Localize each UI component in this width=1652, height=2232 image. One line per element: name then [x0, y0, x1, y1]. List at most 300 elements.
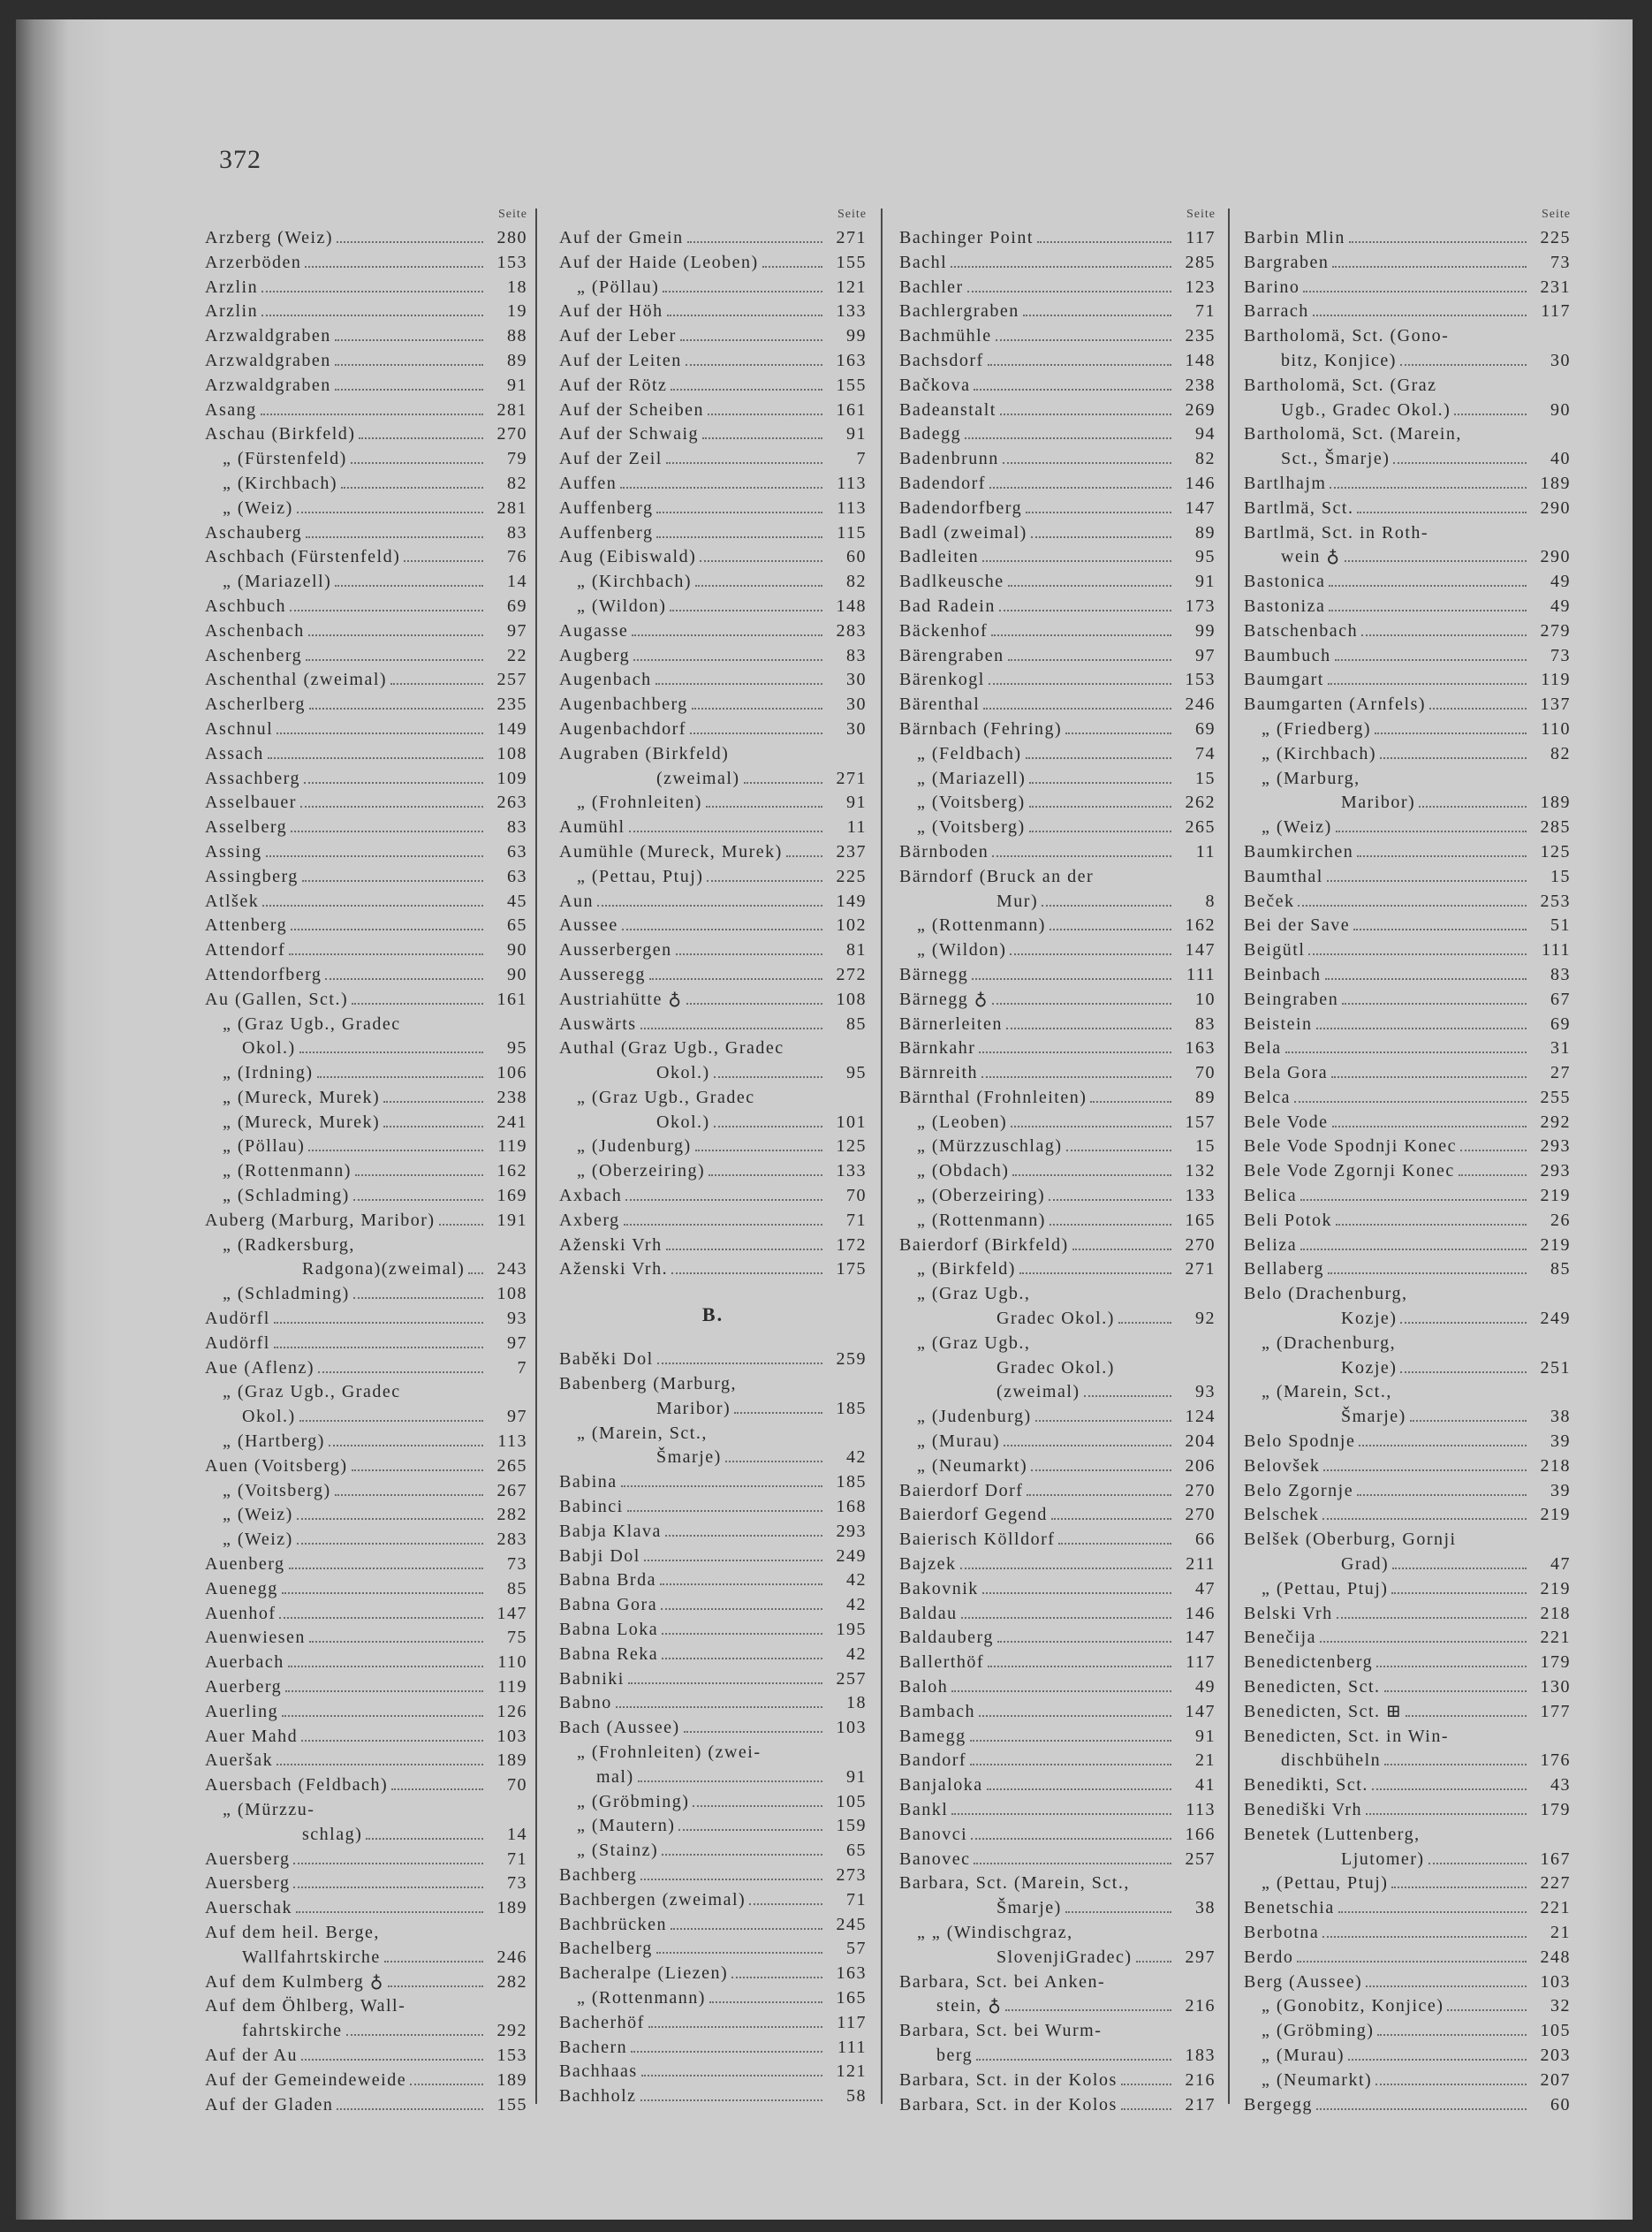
page-reference: 40 [1550, 449, 1571, 469]
dot-leader [1005, 2009, 1171, 2011]
dot-leader [1384, 1764, 1527, 1765]
place-name: Arzwaldgraben [205, 375, 331, 395]
index-entry [899, 840, 1216, 865]
dot-leader [1118, 1322, 1171, 1324]
page-reference: 148 [836, 596, 867, 616]
index-entry [1244, 1036, 1571, 1061]
index-entry [1244, 1749, 1571, 1773]
place-name: Aueršak [205, 1750, 274, 1771]
place-name: Auf der Au [205, 2045, 298, 2065]
place-name: „ (Pettau, Ptuj) [1262, 1578, 1389, 1598]
index-entry [899, 2093, 1216, 2118]
place-name: Badendorfberg [899, 497, 1023, 518]
dot-leader [632, 634, 822, 636]
page-reference: 165 [836, 1987, 867, 2008]
dot-leader [261, 315, 483, 316]
dot-leader [1419, 806, 1527, 808]
page-reference: 146 [1185, 473, 1216, 493]
index-entry [205, 767, 527, 792]
page-reference: 81 [846, 940, 867, 960]
dot-leader [1008, 585, 1171, 587]
index-entry-continuation [1244, 1725, 1571, 1750]
page-reference: 281 [496, 497, 527, 518]
page-reference: 83 [1195, 1014, 1216, 1034]
place-name: Banjaloka [899, 1775, 983, 1795]
dot-leader [1026, 757, 1171, 759]
place-name: Attendorfberg [205, 964, 322, 984]
place-name: Assing [205, 841, 262, 862]
dot-leader [261, 414, 483, 415]
page-reference: 65 [507, 915, 527, 936]
page-reference: 293 [1540, 1136, 1571, 1157]
index-entry [559, 2011, 867, 2036]
place-name: Bachbergen (zweimal) [559, 1889, 746, 1909]
place-name: Auer Mahd [205, 1726, 299, 1746]
dot-leader [970, 1764, 1171, 1765]
dot-leader [1391, 1592, 1527, 1594]
place-name: Bartholomä, Sct. (Graz [1244, 375, 1437, 395]
place-name: Beistein [1244, 1014, 1313, 1034]
place-name: „ (Schladming) [223, 1284, 350, 1304]
place-name: Babinci [559, 1497, 624, 1517]
dot-leader [649, 978, 822, 980]
place-name: berg [936, 2045, 974, 2065]
index-entry [899, 914, 1216, 938]
index-entry [559, 324, 867, 349]
place-name: Beingraben [1244, 989, 1339, 1009]
page-reference: 111 [1541, 940, 1571, 960]
dot-leader [709, 2001, 822, 2003]
index-entry [205, 1061, 527, 1086]
place-name: Auf der Leber [559, 326, 677, 346]
place-name: fahrtskirche [242, 2021, 343, 2041]
page-reference: 119 [497, 1677, 527, 1697]
place-name: Beigütl [1244, 940, 1306, 960]
dot-leader [1331, 1076, 1527, 1078]
index-entry [1244, 1430, 1571, 1454]
index-entry [899, 1036, 1216, 1061]
dot-leader [1023, 315, 1171, 316]
dot-leader [1357, 1494, 1527, 1496]
index-entry-continuation [899, 2019, 1216, 2044]
dot-leader [293, 1887, 483, 1888]
dot-leader [1366, 1985, 1527, 1987]
index-entry [899, 1209, 1216, 1234]
index-entry [899, 1479, 1216, 1504]
page-reference: 97 [1195, 645, 1216, 665]
place-name: „ (Voitsberg) [917, 793, 1026, 813]
page-reference: 219 [1540, 1234, 1571, 1255]
page-reference: 161 [836, 399, 867, 420]
index-entry [1244, 988, 1571, 1013]
page-reference: 113 [837, 497, 867, 518]
dot-leader [1050, 1224, 1171, 1226]
dot-leader [706, 806, 822, 808]
page-reference: 30 [1550, 350, 1571, 370]
place-name: Bacherhöf [559, 2012, 645, 2032]
dot-leader [291, 831, 483, 832]
page-reference: 85 [1550, 1259, 1571, 1279]
dot-leader [1027, 1494, 1171, 1496]
index-entry [899, 1380, 1216, 1405]
dot-leader [633, 659, 822, 661]
index-entry [1244, 1013, 1571, 1037]
page-reference: 262 [1185, 793, 1216, 813]
page-reference: 108 [496, 743, 527, 763]
place-name: Benedicten, Sct. in Win- [1244, 1726, 1450, 1746]
dot-leader [304, 782, 483, 784]
page-reference: 155 [496, 2094, 527, 2114]
dot-leader [1376, 1666, 1527, 1667]
dot-leader [1338, 1911, 1527, 1913]
place-name: Aug (Eibiswald) [559, 547, 697, 567]
page-reference: 82 [846, 572, 867, 592]
place-name: Maribor) [1341, 793, 1416, 813]
place-name: Benetschia [1244, 1898, 1335, 1918]
page-reference: 281 [496, 399, 527, 420]
index-entry [1244, 1405, 1571, 1430]
index-entry [1244, 276, 1571, 300]
dot-leader [974, 389, 1171, 391]
dot-leader [971, 1838, 1171, 1840]
page-reference: 18 [846, 1693, 867, 1713]
page-reference: 8 [1205, 891, 1216, 911]
index-entry [205, 1871, 527, 1896]
place-name: Audörfl [205, 1309, 270, 1329]
index-entry [1244, 1848, 1571, 1872]
page-reference: 153 [1185, 670, 1216, 690]
dot-leader [1460, 1150, 1527, 1151]
dot-leader [1322, 1518, 1527, 1520]
dot-leader [341, 487, 483, 489]
index-entry [899, 693, 1216, 717]
index-entry-continuation [1244, 1282, 1571, 1307]
index-entry-continuation [1244, 767, 1571, 792]
place-name: Bärnthal (Frohnleiten) [899, 1087, 1087, 1107]
place-name: Arzwaldgraben [205, 350, 331, 370]
place-name: Assingberg [205, 866, 299, 886]
index-entry [205, 1577, 527, 1602]
page-reference: 73 [1550, 252, 1571, 272]
page-reference: 91 [1195, 572, 1216, 592]
place-name: Auf der Rötz [559, 375, 668, 395]
page-reference: 148 [1185, 350, 1216, 370]
page-reference: 65 [846, 1841, 867, 1861]
dot-leader [1366, 1813, 1527, 1815]
place-name: „ (Leoben) [917, 1112, 1008, 1132]
place-name: Baběki Dol [559, 1349, 654, 1370]
index-entry [559, 2060, 867, 2084]
dot-leader [1375, 2084, 1527, 2085]
place-name: Assach [205, 743, 264, 763]
index-entry [1244, 399, 1571, 423]
index-entry [205, 1332, 527, 1356]
dot-leader [631, 2051, 822, 2053]
dot-leader [1454, 414, 1527, 415]
page-reference: 19 [507, 301, 527, 322]
place-name: Wallfahrtskirche [242, 1947, 381, 1967]
index-entry [1244, 1159, 1571, 1184]
place-name: Belo (Drachenburg, [1244, 1284, 1408, 1304]
page-reference: 235 [1185, 326, 1216, 346]
page-reference: 42 [846, 1570, 867, 1590]
place-name: Arzberg (Weiz) [205, 228, 334, 247]
place-name: Benediški Vrh [1244, 1800, 1363, 1819]
dot-leader [951, 1690, 1171, 1692]
index-entry [899, 374, 1216, 399]
dot-leader [960, 1568, 1171, 1569]
place-name: Augraben (Birkfeld) [559, 743, 730, 763]
dot-leader [274, 1322, 483, 1324]
page-reference: 108 [836, 989, 867, 1009]
place-name: Bastonica [1244, 572, 1326, 592]
place-name: Auf der Gemeindeweide [205, 2069, 407, 2090]
dot-leader [667, 315, 822, 316]
place-name: Baierdorf Gegend [899, 1505, 1048, 1525]
page-reference: 21 [1550, 1922, 1571, 1942]
page-reference: 27 [1550, 1063, 1571, 1083]
place-name: Kozje) [1341, 1357, 1398, 1378]
index-entry [899, 2069, 1216, 2093]
index-entry [1244, 1675, 1571, 1700]
place-name: Baierdorf Dorf [899, 1480, 1024, 1500]
page-reference: 91 [846, 424, 867, 444]
place-name: Sct., Šmarje) [1281, 449, 1391, 469]
place-name: Bartlmä, Sct. in Roth- [1244, 522, 1429, 543]
dot-leader [296, 1911, 483, 1913]
page-reference: 93 [1195, 1382, 1216, 1402]
page-reference: 285 [1185, 252, 1216, 272]
index-entry [1244, 1135, 1571, 1159]
place-name: „ (Weiz) [223, 497, 293, 518]
dot-leader [277, 733, 483, 734]
dot-leader [291, 929, 483, 930]
place-name: „ (Voitsberg) [223, 1480, 331, 1500]
place-name: „ (Mariazell) [917, 768, 1027, 788]
index-entry [899, 1307, 1216, 1332]
page-reference: 119 [1541, 670, 1571, 690]
index-entry [559, 1667, 867, 1692]
index-entry [559, 963, 867, 988]
dot-leader [714, 1126, 822, 1127]
page-reference: 168 [836, 1497, 867, 1517]
place-name: Bartlhajm [1244, 473, 1327, 493]
dot-leader [640, 1879, 822, 1880]
place-name: „ (Judenburg) [917, 1407, 1032, 1427]
index-entry-continuation [899, 1970, 1216, 1995]
index-entry [899, 1013, 1216, 1037]
place-name: Bartholomä, Sct. (Gono- [1244, 326, 1450, 346]
index-entry [205, 791, 527, 816]
index-column-1 [205, 203, 527, 2117]
dot-leader [1391, 1887, 1527, 1888]
place-name: „ (Drachenburg, [1262, 1332, 1397, 1353]
dot-leader [266, 855, 483, 857]
place-name: Baumgarten (Arnfels) [1244, 695, 1427, 715]
place-name: Badenbrunn [899, 449, 999, 469]
page-reference: 177 [1540, 1701, 1571, 1721]
place-name: Babna Loka [559, 1620, 659, 1640]
index-entry [1244, 1700, 1571, 1725]
dot-leader [383, 1101, 483, 1103]
page-reference: 117 [1186, 1652, 1216, 1673]
place-name: „ (Mürzzuschlag) [917, 1136, 1063, 1157]
place-name: Bärnreith [899, 1063, 979, 1083]
dot-leader [996, 339, 1171, 341]
index-entry [899, 545, 1216, 570]
page-reference: 30 [846, 670, 867, 690]
index-entry [559, 1962, 867, 1986]
index-entry [899, 276, 1216, 300]
place-name: Aženski Vrh [559, 1234, 663, 1255]
place-name: „ (Hartberg) [223, 1431, 325, 1452]
place-name: Bachler [899, 277, 964, 297]
page-reference: 85 [507, 1578, 527, 1598]
place-name: Grad) [1341, 1554, 1390, 1575]
place-name: Bachinger Point [899, 228, 1034, 247]
index-entry [899, 1234, 1216, 1258]
page-reference: 49 [1550, 572, 1571, 592]
dot-leader [638, 1780, 822, 1782]
index-entry [559, 545, 867, 570]
place-name: Benedictenberg [1244, 1652, 1374, 1673]
page-reference: 124 [1185, 1407, 1216, 1427]
index-entry-continuation [899, 1921, 1216, 1946]
index-entry [899, 717, 1216, 742]
index-entry [205, 963, 527, 988]
dot-leader [439, 1224, 483, 1226]
index-entry-continuation [1244, 1528, 1571, 1553]
page-reference: 91 [846, 1766, 867, 1787]
index-entry [559, 1545, 867, 1569]
dot-leader [662, 1658, 822, 1659]
dot-leader [708, 414, 822, 415]
index-entry [559, 767, 867, 792]
dot-leader [353, 1297, 483, 1299]
page-reference: 189 [1540, 793, 1571, 813]
dot-leader [337, 2108, 483, 2110]
dot-leader [1377, 2034, 1527, 2036]
page-reference: 253 [1540, 891, 1571, 911]
index-entry [205, 1773, 527, 1798]
page-reference: 102 [836, 915, 867, 936]
index-entry [899, 963, 1216, 988]
index-entry [1244, 1626, 1571, 1651]
page-column-header: Seite [498, 208, 527, 221]
index-entry [1244, 570, 1571, 595]
dot-leader [1372, 1788, 1527, 1790]
place-name: Benedicten, Sct. [1244, 1677, 1381, 1697]
dot-leader [1037, 241, 1171, 243]
page-reference: 283 [496, 1530, 527, 1550]
place-name: „ (Rottenmann) [223, 1161, 352, 1181]
place-name: „ (Kirchbach) [223, 473, 337, 493]
index-entry [1244, 619, 1571, 644]
dot-leader [1049, 1199, 1171, 1201]
index-entry [899, 988, 1216, 1013]
index-entry [1244, 1086, 1571, 1111]
index-entry [559, 890, 867, 915]
place-name: „ (Weiz) [1262, 817, 1332, 838]
index-entry-continuation [899, 1356, 1216, 1381]
dot-leader [352, 1469, 483, 1471]
index-entry [205, 2019, 527, 2044]
place-name: „ (Birkfeld) [917, 1259, 1016, 1279]
place-name: Assachberg [205, 768, 300, 788]
dot-leader [693, 1805, 822, 1807]
index-entry [559, 840, 867, 865]
place-name: Atlšek [205, 891, 260, 911]
index-entry [899, 521, 1216, 546]
place-name: Auerling [205, 1701, 279, 1721]
dot-leader [1010, 953, 1171, 955]
page-reference: 207 [1540, 2069, 1571, 2090]
place-name: Ascherlberg [205, 695, 306, 715]
index-entry [559, 1013, 867, 1037]
index-entry-continuation [1244, 374, 1571, 399]
index-entry-continuation [559, 1422, 867, 1446]
place-name: Okol.) [242, 1038, 296, 1059]
index-entry [899, 226, 1216, 251]
index-entry [899, 1086, 1216, 1111]
dot-leader [1349, 241, 1527, 243]
place-name: Axbach [559, 1186, 623, 1206]
place-name: Bambach [899, 1701, 976, 1721]
index-entry [1244, 1307, 1571, 1332]
page-reference: 185 [836, 1472, 867, 1492]
dot-leader [663, 291, 822, 292]
place-name: Auf dem Kulmberg ♁ [205, 1971, 384, 1992]
page-reference: 95 [507, 1038, 527, 1059]
dot-leader [991, 634, 1171, 636]
place-name: „ (Graz Ugb., Gradec [223, 1382, 401, 1402]
page-reference: 285 [1540, 817, 1571, 838]
place-name: „ (Weiz) [223, 1530, 293, 1550]
page-reference: 130 [1540, 1677, 1571, 1697]
index-entry [899, 422, 1216, 447]
dot-leader [1051, 1518, 1171, 1520]
place-name: „ (Graz Ugb., [917, 1284, 1031, 1304]
index-entry [559, 1643, 867, 1667]
index-entry-continuation [1244, 521, 1571, 546]
page-reference: 97 [507, 1332, 527, 1353]
index-entry [1244, 1209, 1571, 1234]
page-reference: 90 [507, 940, 527, 960]
place-name: Auf der Scheiben [559, 399, 704, 420]
page-reference: 45 [507, 891, 527, 911]
place-name: Berdo [1244, 1947, 1294, 1967]
place-name: Ballerthöf [899, 1652, 985, 1673]
dot-leader [981, 1076, 1171, 1078]
dot-leader [1393, 462, 1527, 464]
index-entry [1244, 1773, 1571, 1798]
page-reference: 83 [507, 522, 527, 543]
index-entry-continuation [1244, 1823, 1571, 1848]
page-reference: 63 [507, 866, 527, 886]
dot-leader [301, 1740, 483, 1742]
dot-leader [1065, 1911, 1171, 1913]
page-reference: 161 [496, 989, 527, 1009]
page-reference: 183 [1185, 2045, 1216, 2065]
dot-leader [274, 1347, 483, 1348]
page-reference: 191 [496, 1210, 527, 1230]
index-entry [899, 472, 1216, 497]
page-reference: 7 [856, 449, 867, 469]
index-entry [1244, 791, 1571, 816]
dot-leader [335, 339, 483, 341]
index-entry-continuation [899, 1282, 1216, 1307]
place-name: „ (Friedberg) [1262, 718, 1372, 739]
